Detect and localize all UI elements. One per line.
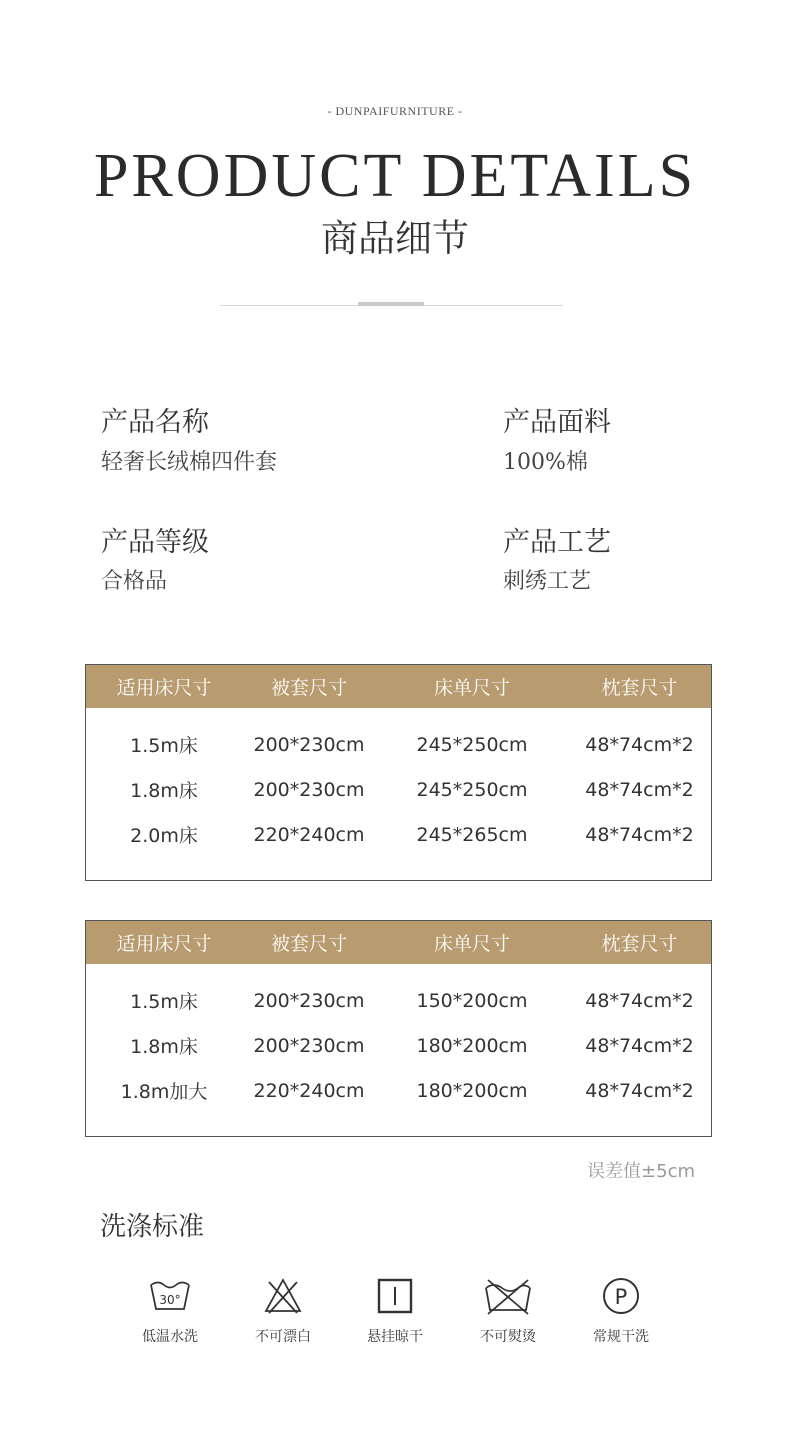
table-row: [86, 722, 711, 767]
care-label: 悬挂晾干: [367, 1329, 423, 1345]
care-label: 低温水洗: [142, 1329, 198, 1345]
dry-clean-p-icon: [599, 1276, 643, 1316]
care-item-hang-dry: [339, 1276, 451, 1346]
table-cell: 1.8m加大: [120, 1081, 208, 1103]
table-cell: 48*74cm*2: [585, 1034, 694, 1057]
page-title: PRODUCT DETAILS: [93, 142, 697, 210]
column-header: 枕套尺寸: [601, 933, 678, 955]
table-cell: 220*240cm: [253, 1079, 365, 1102]
table-row: [86, 767, 711, 812]
table-cell: 1.8m床: [130, 1036, 198, 1058]
table-cell: 245*265cm: [416, 823, 528, 846]
column-header: 适用床尺寸: [116, 933, 212, 955]
table-header: [86, 665, 711, 708]
no-bleach-icon: [261, 1276, 305, 1316]
info-value-grade: 合格品: [101, 569, 168, 594]
page-subtitle: 商品细节: [321, 217, 469, 260]
table-header: [86, 921, 711, 964]
care-item-wash: [114, 1276, 226, 1346]
table-cell: 48*74cm*2: [585, 989, 694, 1012]
table-cell: 245*250cm: [416, 778, 528, 801]
column-header: 被套尺寸: [270, 677, 347, 699]
table-cell: 1.5m床: [130, 991, 198, 1013]
care-label: 不可熨烫: [480, 1329, 536, 1345]
care-label: 常规干洗: [593, 1329, 649, 1345]
table-cell: 150*200cm: [416, 989, 528, 1012]
size-table-2: [85, 920, 712, 1137]
info-label-grade: 产品等级: [101, 527, 209, 558]
wash-temp-text: 30°: [159, 1293, 181, 1307]
column-header: 床单尺寸: [433, 933, 510, 955]
table-cell: 200*230cm: [253, 989, 365, 1012]
column-header: 枕套尺寸: [601, 677, 678, 699]
table-cell: 48*74cm*2: [585, 1079, 694, 1102]
info-label-craft: 产品工艺: [503, 527, 611, 558]
info-value-name: 轻奢长绒棉四件套: [101, 450, 278, 475]
table-cell: 1.5m床: [130, 735, 198, 757]
divider-accent: [358, 302, 424, 306]
table-cell: 200*230cm: [253, 733, 365, 756]
care-item-no-iron: [452, 1276, 564, 1346]
care-item-no-bleach: [227, 1276, 339, 1346]
info-value-craft: 刺绣工艺: [503, 569, 592, 594]
table-cell: 48*74cm*2: [585, 778, 694, 801]
column-header: 适用床尺寸: [116, 677, 212, 699]
table-cell: 48*74cm*2: [585, 733, 694, 756]
table-cell: 180*200cm: [416, 1079, 528, 1102]
table-cell: 180*200cm: [416, 1034, 528, 1057]
wash-30-icon: [148, 1276, 192, 1316]
table-cell: 220*240cm: [253, 823, 365, 846]
care-label: 不可漂白: [255, 1329, 311, 1345]
brand-label: - DUNPAIFURNITURE -: [327, 104, 463, 118]
dry-clean-symbol: P: [614, 1285, 628, 1309]
table-cell: 2.0m床: [130, 825, 198, 847]
table-row: [86, 1068, 711, 1113]
no-iron-icon: [482, 1276, 534, 1316]
table-cell: 48*74cm*2: [585, 823, 694, 846]
info-label-fabric: 产品面料: [503, 407, 611, 438]
table-cell: 200*230cm: [253, 778, 365, 801]
size-table-1: [85, 664, 712, 881]
care-item-dry-clean: [565, 1276, 677, 1346]
tolerance-note: 误差值±5cm: [587, 1161, 695, 1182]
info-value-fabric: 100%棉: [503, 450, 588, 475]
column-header: 被套尺寸: [270, 933, 347, 955]
table-row: [86, 812, 711, 857]
info-label-name: 产品名称: [101, 407, 209, 438]
table-row: [86, 1023, 711, 1068]
table-cell: 245*250cm: [416, 733, 528, 756]
column-header: 床单尺寸: [433, 677, 510, 699]
table-cell: 200*230cm: [253, 1034, 365, 1057]
table-cell: 1.8m床: [130, 780, 198, 802]
care-title: 洗涤标准: [100, 1212, 205, 1242]
hang-dry-icon: [373, 1276, 417, 1316]
table-row: [86, 978, 711, 1023]
